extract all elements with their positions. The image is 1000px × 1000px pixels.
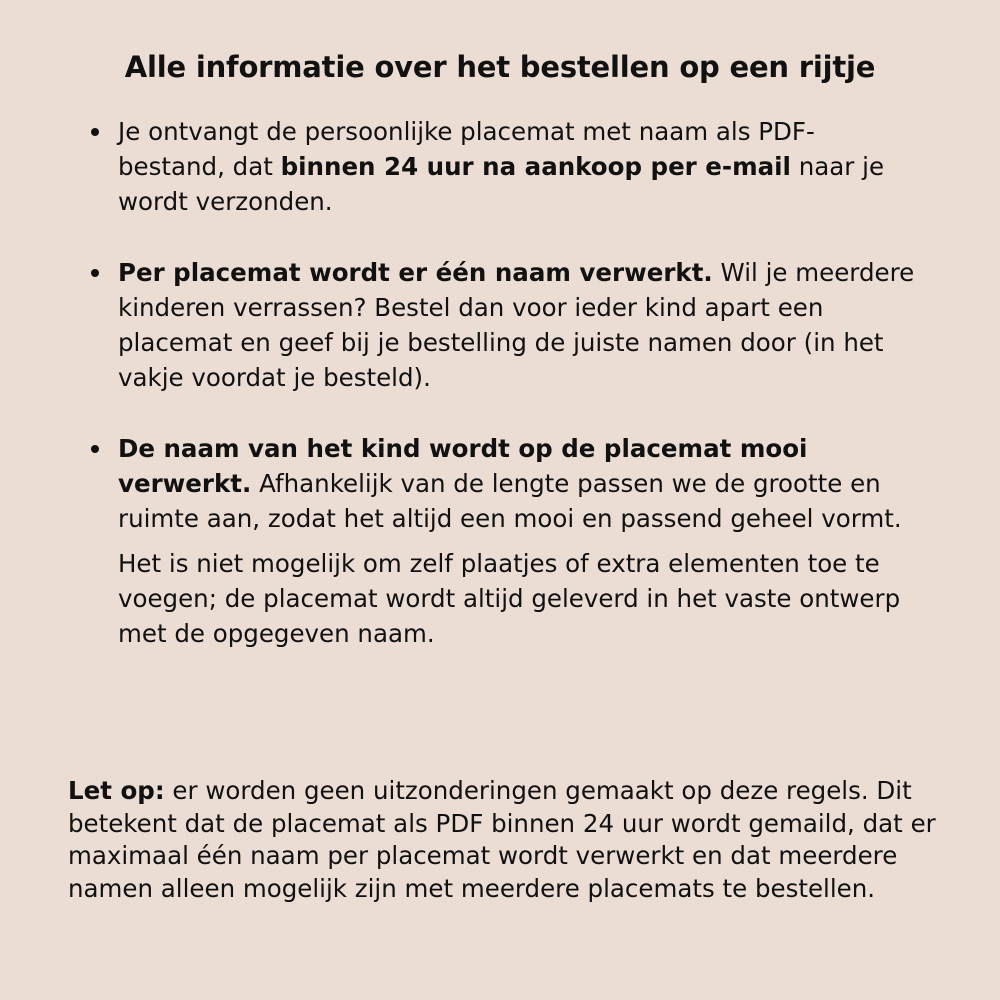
list-item-one-name: [118, 255, 918, 395]
note-paragraph: [68, 775, 938, 905]
bullet-text-after: Wil je meerdere kinderen verrassen? Bestel dan voor ieder kind apart een placemat en geef bij je bestelling de juiste namen door (in het vakje voordat je besteld).: [118, 258, 915, 392]
bullet-text: [118, 431, 918, 536]
bullet-text-after: Afhankelijk van de lengte passen we de grootte en ruimte aan, zodat het altijd een mooi en passend geheel vormt.: [118, 469, 902, 533]
bullet-dot: [91, 445, 99, 453]
bullet-text: [118, 114, 918, 219]
bullet-text: [118, 255, 918, 395]
bullet-dot: [91, 128, 99, 136]
note-label: Let op:: [68, 776, 165, 805]
bullet-bold-text: Per placemat wordt er één naam verwerkt.: [118, 258, 713, 287]
bullet-dot: [91, 269, 99, 277]
bullet-text-after: naar je wordt verzonden.: [118, 152, 885, 216]
bullet-extra-text: Het is niet mogelijk om zelf plaatjes of extra elementen toe te voegen; de placemat wordt altijd geleverd in het vaste ontwerp met de opgegeven naam.: [118, 549, 901, 648]
bullet-bold-text: binnen 24 uur na aankoop per e-mail: [280, 152, 791, 181]
list-item-name-design: [118, 431, 918, 651]
info-list: [118, 114, 918, 651]
list-item-pdf-delivery: [118, 114, 918, 219]
page-title: Alle informatie over het bestellen op een rijtje: [124, 50, 876, 84]
note-text: er worden geen uitzonderingen gemaakt op deze regels. Dit betekent dat de placemat als PDF binnen 24 uur wordt gemaild, dat er maximaal één naam per placemat wordt verwerkt en dat meerdere namen alleen mogelijk zijn met meerdere placemats te bestellen.: [68, 776, 936, 903]
bullet-text-before: Je ontvangt de persoonlijke placemat met naam als PDF-bestand, dat: [118, 117, 815, 181]
bullet-bold-text: De naam van het kind wordt op de placemat mooi verwerkt.: [118, 434, 808, 498]
